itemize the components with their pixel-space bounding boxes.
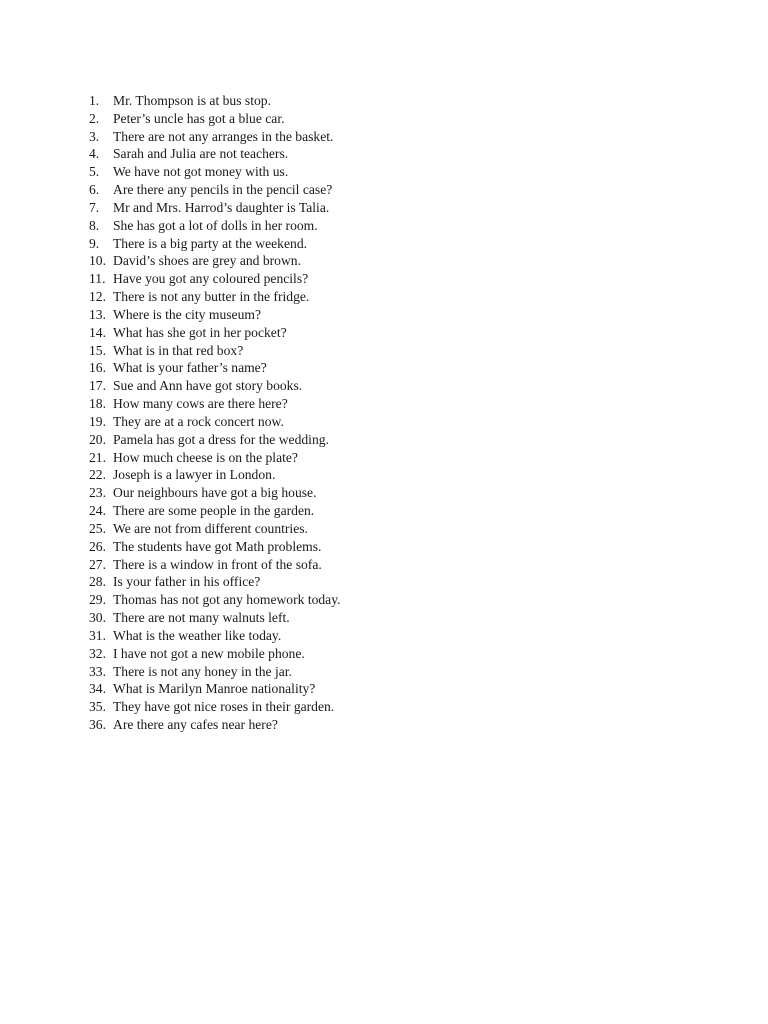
item-number: 20.: [89, 431, 106, 447]
list-item: [89, 359, 341, 377]
list-item: [89, 235, 341, 253]
item-number: 3.: [89, 128, 100, 144]
item-number: 25.: [89, 520, 106, 536]
item-text: Is your father in his office?: [113, 574, 261, 590]
item-number: 26.: [89, 538, 106, 554]
list-item: [89, 181, 341, 199]
sentence-list: [89, 92, 341, 734]
list-item: [89, 645, 341, 663]
list-item: [89, 342, 341, 360]
item-text: There are some people in the garden.: [113, 503, 315, 519]
list-item: [89, 716, 341, 734]
list-item: [89, 128, 341, 146]
list-item: [89, 217, 341, 235]
list-item: [89, 573, 341, 591]
list-item: [89, 377, 341, 395]
item-text: How much cheese is on the plate?: [113, 449, 298, 465]
item-text: They have got nice roses in their garden.: [113, 699, 335, 715]
list-item: [89, 163, 341, 181]
list-item: [89, 110, 341, 128]
item-number: 10.: [89, 253, 106, 269]
item-text: How many cows are there here?: [113, 396, 288, 412]
item-number: 35.: [89, 699, 106, 715]
list-item: [89, 538, 341, 556]
list-item: [89, 199, 341, 217]
item-text: What is your father’s name?: [113, 360, 267, 376]
item-number: 13.: [89, 306, 106, 322]
list-item: [89, 502, 341, 520]
item-number: 5.: [89, 164, 100, 180]
item-text: There are not many walnuts left.: [113, 610, 290, 626]
item-text: Sue and Ann have got story books.: [113, 378, 303, 394]
item-number: 28.: [89, 574, 106, 590]
list-item: [89, 484, 341, 502]
item-number: 27.: [89, 556, 106, 572]
item-number: 14.: [89, 324, 106, 340]
item-text: There is a window in front of the sofa.: [113, 556, 322, 572]
item-number: 9.: [89, 235, 100, 251]
list-item: [89, 556, 341, 574]
item-text: She has got a lot of dolls in her room.: [113, 217, 318, 233]
item-text: I have not got a new mobile phone.: [113, 645, 305, 661]
item-text: They are at a rock concert now.: [113, 413, 284, 429]
item-text: Joseph is a lawyer in London.: [113, 467, 276, 483]
item-number: 15.: [89, 342, 106, 358]
list-item: [89, 520, 341, 538]
item-number: 6.: [89, 182, 100, 198]
item-number: 29.: [89, 592, 106, 608]
item-number: 7.: [89, 199, 100, 215]
item-text: Mr and Mrs. Harrod’s daughter is Talia.: [113, 199, 330, 215]
item-number: 34.: [89, 681, 106, 697]
item-text: Thomas has not got any homework today.: [113, 592, 341, 608]
item-text: We have not got money with us.: [113, 164, 289, 180]
item-text: What is Marilyn Manroe nationality?: [113, 681, 316, 697]
item-text: There is a big party at the weekend.: [113, 235, 308, 251]
item-number: 22.: [89, 467, 106, 483]
item-number: 18.: [89, 396, 106, 412]
list-item: [89, 288, 341, 306]
item-text: Are there any pencils in the pencil case?: [113, 182, 333, 198]
item-number: 12.: [89, 289, 106, 305]
item-text: David’s shoes are grey and brown.: [113, 253, 301, 269]
item-number: 4.: [89, 146, 100, 162]
item-number: 24.: [89, 503, 106, 519]
item-text: What is in that red box?: [113, 342, 244, 358]
list-item: [89, 270, 341, 288]
item-text: Sarah and Julia are not teachers.: [113, 146, 289, 162]
item-number: 23.: [89, 485, 106, 501]
list-item: [89, 306, 341, 324]
list-item: [89, 395, 341, 413]
item-text: Where is the city museum?: [113, 306, 261, 322]
item-number: 19.: [89, 413, 106, 429]
item-number: 17.: [89, 378, 106, 394]
item-text: There is not any honey in the jar.: [113, 663, 292, 679]
item-text: What is the weather like today.: [113, 627, 282, 643]
item-number: 32.: [89, 645, 106, 661]
list-item: [89, 324, 341, 342]
item-number: 31.: [89, 627, 106, 643]
list-item: [89, 413, 341, 431]
item-text: Peter’s uncle has got a blue car.: [113, 110, 285, 126]
item-number: 16.: [89, 360, 106, 376]
item-number: 1.: [89, 93, 100, 108]
item-number: 21.: [89, 449, 106, 465]
item-number: 8.: [89, 217, 100, 233]
item-text: There are not any arranges in the basket.: [113, 128, 334, 144]
list-item: [89, 698, 341, 716]
item-text: What has she got in her pocket?: [113, 324, 287, 340]
item-text: Are there any cafes near here?: [113, 716, 278, 732]
item-text: There is not any butter in the fridge.: [113, 289, 310, 305]
list-item: [89, 680, 341, 698]
list-item: [89, 663, 341, 681]
list-item: [89, 609, 341, 627]
item-text: Our neighbours have got a big house.: [113, 485, 317, 501]
item-text: The students have got Math problems.: [113, 538, 322, 554]
item-text: Mr. Thompson is at bus stop.: [113, 93, 271, 108]
list-item: [89, 466, 341, 484]
item-number: 2.: [89, 110, 100, 126]
item-number: 33.: [89, 663, 106, 679]
item-text: Pamela has got a dress for the wedding.: [113, 431, 329, 447]
list-item: [89, 145, 341, 163]
list-item: [89, 627, 341, 645]
item-number: 11.: [89, 271, 106, 287]
list-item: [89, 449, 341, 467]
item-text: Have you got any coloured pencils?: [113, 271, 309, 287]
item-text: We are not from different countries.: [113, 520, 308, 536]
item-number: 30.: [89, 610, 106, 626]
item-number: 36.: [89, 716, 106, 732]
list-item: [89, 431, 341, 449]
list-item: [89, 591, 341, 609]
list-item: [89, 252, 341, 270]
list-item: [89, 92, 341, 110]
